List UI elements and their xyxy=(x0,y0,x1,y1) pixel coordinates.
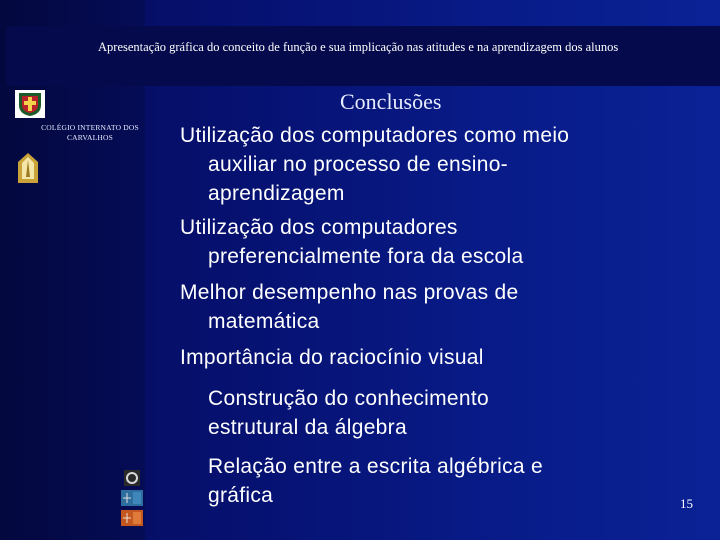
gold-emblem-icon xyxy=(17,152,39,184)
circle-button-icon[interactable] xyxy=(121,470,143,486)
next-slide-icon[interactable] xyxy=(121,490,143,506)
conclusion-subitem-2-line-2: gráfica xyxy=(208,484,274,507)
conclusion-item-4 xyxy=(180,343,484,372)
slide-title: Conclusões xyxy=(340,89,442,114)
presentation-title: Apresentação gráfica do conceito de função e sua implicação nas atitudes e na aprendizagem dos alunos xyxy=(98,40,619,54)
conclusion-item-1-line-1: Utilização dos computadores como meio xyxy=(180,124,570,147)
school-crest-icon xyxy=(15,90,45,118)
conclusion-item-2-line-1: Utilização dos computadores xyxy=(180,216,458,239)
conclusion-subitem-1-line-1: Construção do conhecimento xyxy=(208,387,489,410)
slide-number: 15 xyxy=(680,496,693,511)
conclusion-subitem-2-line-1: Relação entre a escrita algébrica e xyxy=(208,455,544,478)
conclusion-item-3 xyxy=(180,278,519,336)
conclusion-item-1-line-3: aprendizagem xyxy=(208,182,345,205)
conclusion-subitem-1 xyxy=(208,384,489,442)
conclusion-subitem-2 xyxy=(208,452,543,510)
conclusion-item-4-line-1: Importância do raciocínio visual xyxy=(180,346,484,369)
conclusion-subitem-1-line-2: estrutural da álgebra xyxy=(208,416,407,439)
conclusion-item-2 xyxy=(180,213,523,271)
conclusion-item-1-line-2: auxiliar no processo de ensino- xyxy=(208,153,508,176)
previous-slide-icon[interactable] xyxy=(121,510,143,526)
conclusion-item-1 xyxy=(180,121,569,208)
conclusion-item-3-line-2: matemática xyxy=(208,310,320,333)
conclusion-item-2-line-2: preferencialmente fora da escola xyxy=(208,245,524,268)
conclusion-item-3-line-1: Melhor desempenho nas provas de xyxy=(180,281,519,304)
header-bar xyxy=(6,26,720,86)
school-name: COLÉGIO INTERNATO DOS CARVALHOS xyxy=(41,123,139,142)
